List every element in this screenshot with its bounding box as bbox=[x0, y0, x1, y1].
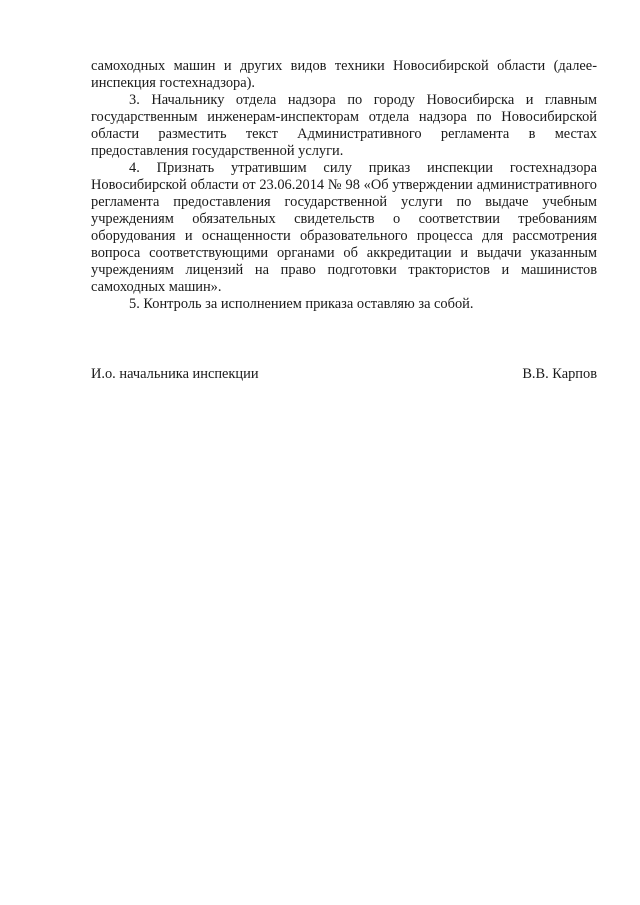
paragraph-item-5: 5. Контроль за исполнением приказа оставляю за собой. bbox=[129, 296, 474, 312]
signatory-position: И.о. начальника инспекции bbox=[91, 366, 259, 382]
signature-block bbox=[91, 366, 597, 383]
paragraph-continuation: самоходных машин и других видов техники Новосибирской области (далее-инспекция гостехнадзора). bbox=[91, 58, 597, 91]
paragraph-item-3: 3. Начальнику отдела надзора по городу Новосибирска и главным государственным инженерам-инспекторам отдела надзора по Новосибирской области разместить текст Административного регламента в местах предоставления государственной услуги. bbox=[91, 92, 597, 159]
document-body bbox=[91, 58, 597, 313]
paragraph-item-4: 4. Признать утратившим силу приказ инспекции гостехнадзора Новосибирской области от 23.06.2014 № 98 «Об утверждении административного регламента предоставления государственной услуги по выдаче учебным учреждениям обязательных свидетельств о соответствии требованиям оборудования и оснащенности образовательного процесса для рассмотрения вопроса соответствующими органами об аккредитации и выдачи указанным учреждениям лицензий на право подготовки трактористов и машинистов самоходных машин». bbox=[91, 160, 597, 295]
signatory-name: В.В. Карпов bbox=[522, 366, 597, 382]
